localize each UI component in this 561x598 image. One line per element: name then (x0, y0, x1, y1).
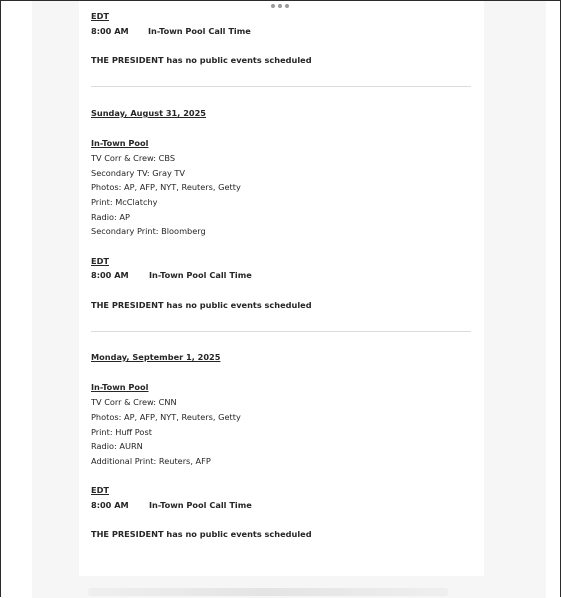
pool-line: Print: Huff Post (91, 427, 152, 437)
president-note: THE PRESIDENT has no public events scheduled (91, 55, 312, 65)
pool-line: Secondary TV: Gray TV (91, 168, 186, 178)
president-note: THE PRESIDENT has no public events scheduled (91, 529, 312, 539)
entry-time: 8:00 AM (91, 26, 129, 36)
entry-time: 8:00 AM (91, 500, 129, 510)
pool-line: Print: McClatchy (91, 197, 158, 207)
schedule-entry (91, 500, 252, 510)
president-note: THE PRESIDENT has no public events scheduled (91, 300, 312, 310)
pool-line: TV Corr & Crew: CNN (91, 397, 177, 407)
section-divider (91, 86, 471, 87)
day-date: Monday, September 1, 2025 (91, 352, 221, 362)
tz-label: EDT (91, 485, 109, 495)
entry-event: In-Town Pool Call Time (148, 26, 251, 36)
entry-event: In-Town Pool Call Time (149, 270, 252, 280)
entry-event: In-Town Pool Call Time (149, 500, 252, 510)
pool-line: Radio: AURN (91, 441, 143, 451)
pool-line: Radio: AP (91, 212, 130, 222)
entry-time: 8:00 AM (91, 270, 129, 280)
tz-label: EDT (91, 256, 109, 266)
pool-heading: In-Town Pool (91, 382, 149, 392)
pool-line: Additional Print: Reuters, AFP (91, 456, 211, 466)
pool-line: Photos: AP, AFP, NYT, Reuters, Getty (91, 412, 241, 422)
pool-line: Photos: AP, AFP, NYT, Reuters, Getty (91, 182, 241, 192)
drag-handle-icon[interactable] (271, 4, 289, 10)
schedule-entry (91, 26, 251, 36)
schedule-entry (91, 270, 252, 280)
section-divider (91, 331, 471, 332)
dot-icon (271, 4, 275, 8)
pool-line: Secondary Print: Bloomberg (91, 226, 206, 236)
next-content-blur (88, 588, 448, 596)
day-date: Sunday, August 31, 2025 (91, 108, 206, 118)
pool-line: TV Corr & Crew: CBS (91, 153, 176, 163)
dot-icon (285, 4, 289, 8)
dot-icon (278, 4, 282, 8)
pool-heading: In-Town Pool (91, 138, 149, 148)
tz-label: EDT (91, 11, 109, 21)
